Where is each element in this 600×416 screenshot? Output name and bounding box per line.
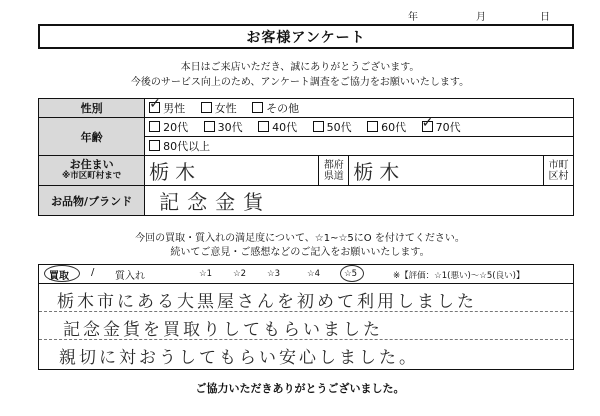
checkbox-icon[interactable] — [367, 121, 378, 132]
city-field[interactable] — [349, 156, 544, 186]
age-option-30s[interactable]: 30代 — [204, 119, 243, 135]
product-handwritten: 記念金貨 — [159, 190, 272, 214]
gender-option-male[interactable]: ✓ 男性 — [149, 100, 185, 116]
product-field[interactable] — [145, 186, 574, 216]
gender-option-female[interactable]: 女性 — [201, 100, 237, 116]
prefecture-field[interactable] — [145, 156, 319, 186]
comment-line-3: 親切に対おうしてもらい安心しました。 — [59, 348, 419, 368]
comment-line-1: 栃木市にある大黒屋さんを初めて利用しました — [57, 292, 477, 312]
age-label: 年齢 — [39, 118, 145, 156]
footer-thanks: ご協力いただきありがとうございました。 — [195, 382, 405, 395]
day-label: 日 — [540, 12, 550, 23]
age-option-60s[interactable]: 60代 — [367, 119, 406, 135]
checkbox-checked-icon[interactable] — [149, 102, 160, 113]
checkbox-icon[interactable] — [149, 121, 160, 132]
age-option-20s[interactable]: 20代 — [149, 119, 188, 135]
age-options — [145, 118, 574, 137]
service-separator: / — [91, 267, 95, 278]
address-label-cell — [39, 156, 145, 186]
intro-line-2: 今後のサービス向上のため、アンケート調査をご協力をお願いいたします。 — [130, 77, 470, 88]
checkbox-icon[interactable] — [258, 121, 269, 132]
checkbox-icon[interactable] — [201, 102, 212, 113]
checkbox-icon[interactable] — [149, 140, 160, 151]
star-2[interactable]: ☆2 — [233, 269, 247, 279]
rating-intro-line-2: 続いてご意見・ご感想などのご記入をお願いいたします。 — [170, 247, 430, 258]
month-label: 月 — [476, 12, 486, 23]
rating-and-comment-box — [38, 264, 574, 370]
star-selection-circle-icon — [340, 265, 364, 282]
prefecture-unit: 都府 県道 — [319, 156, 349, 186]
selection-circle-icon — [44, 265, 80, 282]
gender-options — [145, 99, 574, 118]
checkbox-checked-icon[interactable] — [422, 121, 433, 132]
age-option-50s[interactable]: 50代 — [313, 119, 352, 135]
city-handwritten: 栃木 — [353, 160, 406, 184]
star-4[interactable]: ☆4 — [307, 269, 321, 279]
intro-line-1: 本日はご来店いただき、誠にありがとうございます。 — [180, 62, 420, 73]
product-label: お品物/ブランド — [39, 186, 145, 216]
age-option-40s[interactable]: 40代 — [258, 119, 297, 135]
address-label: お住まい — [69, 158, 114, 172]
service-option-kaitori[interactable]: 買取 — [49, 271, 69, 282]
gender-option-other[interactable]: その他 — [252, 100, 299, 116]
star-1[interactable]: ☆1 — [199, 269, 213, 279]
checkbox-icon[interactable] — [204, 121, 215, 132]
age-options-row-2 — [145, 137, 574, 156]
city-unit: 市町 区村 — [544, 156, 574, 186]
customer-info-form — [38, 98, 574, 216]
rating-intro-line-1: 今回の買取・質入れの満足度について、☆1~☆5にO を付けてください。 — [135, 233, 465, 244]
rating-scale-note: ※【評価：☆1(悪い)～☆5(良い)】 — [393, 271, 525, 281]
star-5[interactable]: ☆5 — [344, 269, 358, 279]
year-label: 年 — [408, 12, 418, 23]
checkbox-icon[interactable] — [252, 102, 263, 113]
gender-label: 性別 — [39, 99, 145, 118]
survey-title: お客様アンケート — [38, 24, 574, 49]
prefecture-handwritten: 栃木 — [149, 160, 202, 184]
star-3[interactable]: ☆3 — [267, 269, 281, 279]
age-option-80s-plus[interactable]: 80代以上 — [149, 138, 210, 154]
checkbox-icon[interactable] — [313, 121, 324, 132]
comment-line-2: 記念金貨を買取りしてもらいました — [63, 320, 383, 340]
age-option-70s[interactable]: ✓ 70代 — [422, 119, 461, 135]
address-note: ※市区町村まで — [61, 170, 122, 181]
service-option-shichiire[interactable]: 質入れ — [115, 271, 145, 282]
